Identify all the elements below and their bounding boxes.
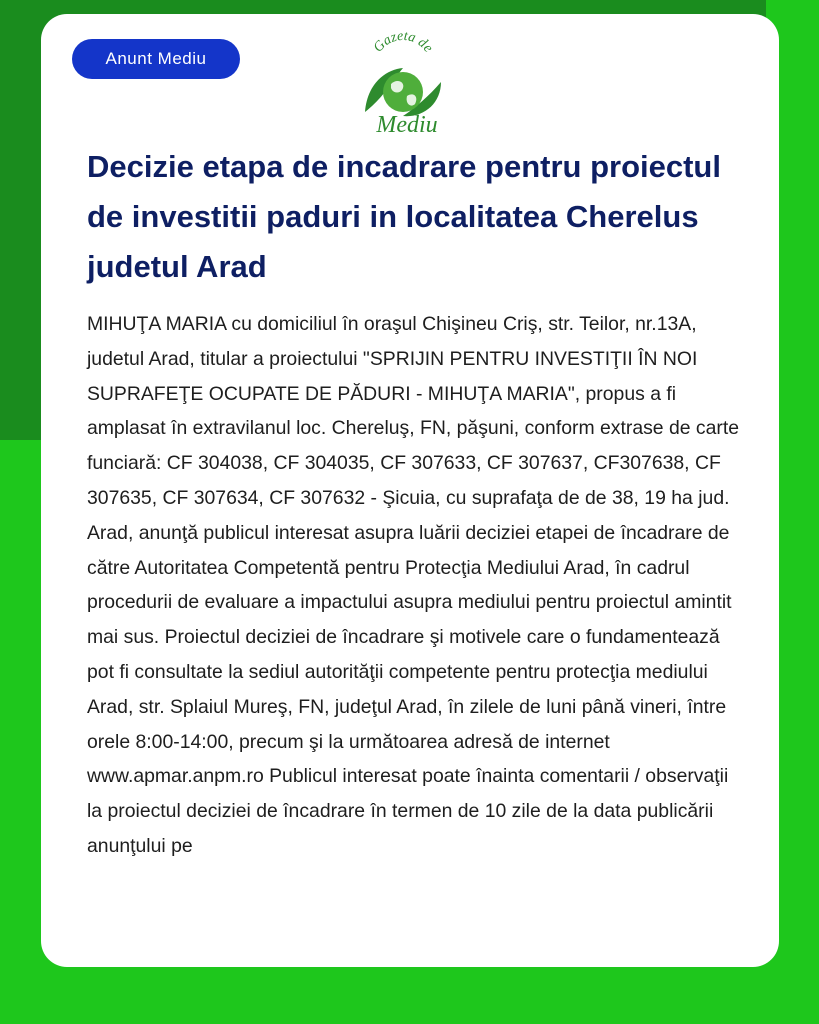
svg-text:Gazeta de: [371, 29, 436, 56]
article-card: [41, 14, 779, 967]
category-badge[interactable]: Anunt Mediu: [72, 39, 240, 79]
logo-top-text: Gazeta de: [370, 28, 436, 56]
gazeta-de-mediu-logo: [357, 24, 447, 136]
globe-leaf-icon: [365, 68, 441, 116]
article-body: MIHUŢA MARIA cu domiciliul în oraşul Chişineu Criş, str. Teilor, nr.13A, judetul Arad, titular a proiectului "SPRIJIN PENTRU INVESTIŢII ÎN NOI SUPRAFEŢE OCUPATE DE PĂDURI - MIHUŢA MARIA", propus a fi amplasat în extravilanul loc. Chereluş, FN, păşuni, conform extrase de carte funciară: CF 304038, CF 304035, CF 307633, CF 307637, CF307638, CF 307635, CF 307634, CF 307632 - Şicuia, cu suprafaţa de de 38, 19 ha jud. Arad, anunţă publicul interesat asupra luării deciziei etapei de încadrare de către Autoritatea Competentă pentru Protecţia Mediului Arad, în cadrul procedurii de evaluare a impactului asupra mediului pentru proiectul amintit mai sus. Proiectul deciziei de încadrare şi motivele care o fundamentează pot fi consultate la sediul autorităţii competente pentru protecţia mediului Arad, str. Splaiul Mureş, FN, judeţul Arad, în zilele de luni până vineri, între orele 8:00-14:00, precum şi la următoarea adresă de internet www.apmar.anpm.ro Publicul interesat poate înainta comentarii / observaţii la proiectul deciziei de încadrare în termen de 10 zile de la data publicării anunţului pe: [87, 313, 740, 857]
article-title: Decizie etapa de incadrare pentru proiectul de investitii paduri in localitatea Cherelus judetul Arad: [87, 149, 721, 284]
logo-bottom-text: Mediu: [376, 112, 438, 136]
